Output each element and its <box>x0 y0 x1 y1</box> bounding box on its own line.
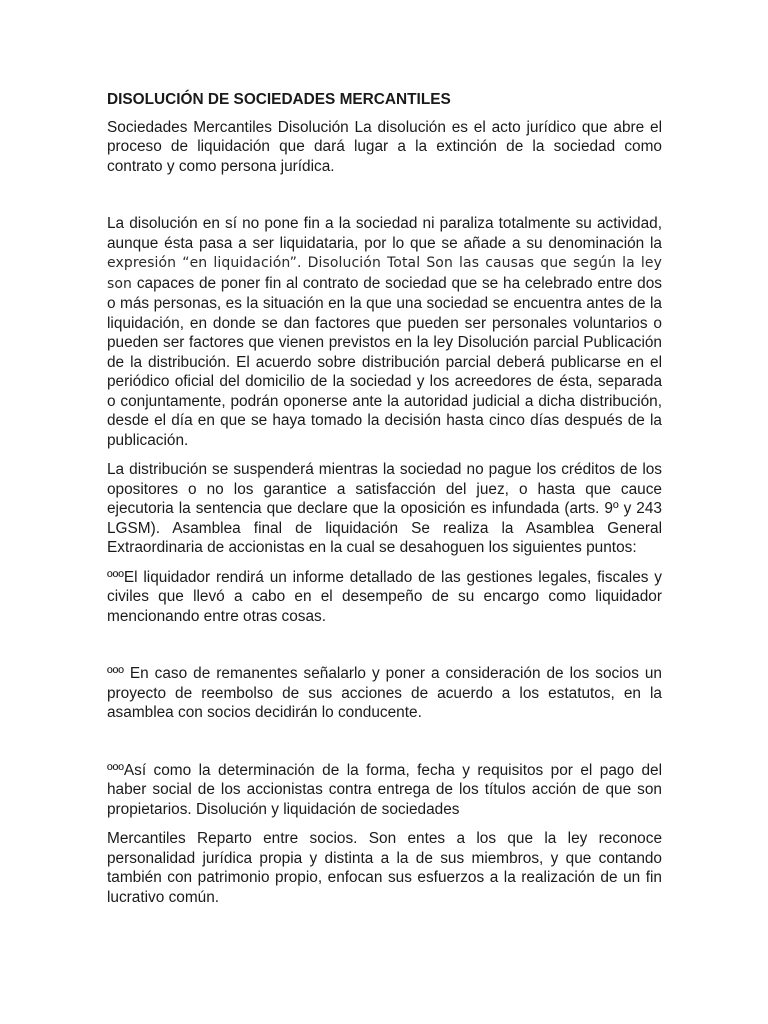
paragraph-asamblea-final: La distribución se suspenderá mientras la sociedad no pague los créditos de los opositores o no los garantice a satisfacción del juez, o hasta que cauce ejecutoria la sentencia que declare que la oposición es infundada (arts. 9º y 243 LGSM). Asamblea final de liquidación Se realiza la Asamblea General Extraordinaria de accionistas en la cual se desahoguen los siguientes puntos: <box>107 461 662 556</box>
paragraph-disolucion-total <box>107 214 662 450</box>
document-page <box>107 90 662 907</box>
paragraph-point-remanentes: ººº En caso de remanentes señalarlo y poner a consideración de los socios un proyecto de reembolso de sus acciones de acuerdo a los estatutos, en la asamblea con socios decidirán lo conducente. <box>107 665 662 721</box>
paragraph-disolucion-total-part1: La disolución en sí no pone fin a la sociedad ni paraliza totalmente su actividad, aunque ésta pasa a ser liquidataria, por lo que se añade a su denominación la <box>107 215 662 252</box>
paragraph-point-informe: ºººEl liquidador rendirá un informe detallado de las gestiones legales, fiscales y civiles que llevó a cabo en el desempeño de su encargo como liquidador mencionando entre otras cosas. <box>107 568 662 625</box>
paragraph-definition: Sociedades Mercantiles Disolución La disolución es el acto jurídico que abre el proceso de liquidación que dará lugar a la extinción de la sociedad como contrato y como persona jurídica. <box>107 118 662 175</box>
paragraph-disolucion-total-part2: expresión “en liquidación”. Disolución Total Son las causas que según la ley son <box>107 255 662 292</box>
paragraph-reparto-socios: Mercantiles Reparto entre socios. Son entes a los que la ley reconoce personalidad jurídica propia y distinta a la de sus miembros, y que contando también con patrimonio propio, enfocan sus esfuerzos a la realización de un fin lucrativo común. <box>107 830 662 906</box>
paragraph-disolucion-total-part3: capaces de poner fin al contrato de sociedad que se ha celebrado entre dos o más personas, es la situación en la que una sociedad se encuentra antes de la liquidación, en donde se dan factores que pueden ser personales voluntarios o pueden ser factores que vienen previstos en la ley Disolución parcial Publicación de la distribución. El acuerdo sobre distribución parcial deberá publicarse en el periódico oficial del domicilio de la sociedad y los acreedores de ésta, separada o conjuntamente, podrán oponerse ante la autoridad judicial a dicha distribución, desde el día en que se haya tomado la decisión hasta cinco días después de la publicación. <box>107 274 662 449</box>
document-title: DISOLUCIÓN DE SOCIEDADES MERCANTILES <box>107 91 451 108</box>
paragraph-point-haber-social: ºººAsí como la determinación de la forma, fecha y requisitos por el pago del haber social de los accionistas contra entrega de los títulos acción de que son propietarios. Disolución y liquidación de sociedades <box>107 761 662 818</box>
